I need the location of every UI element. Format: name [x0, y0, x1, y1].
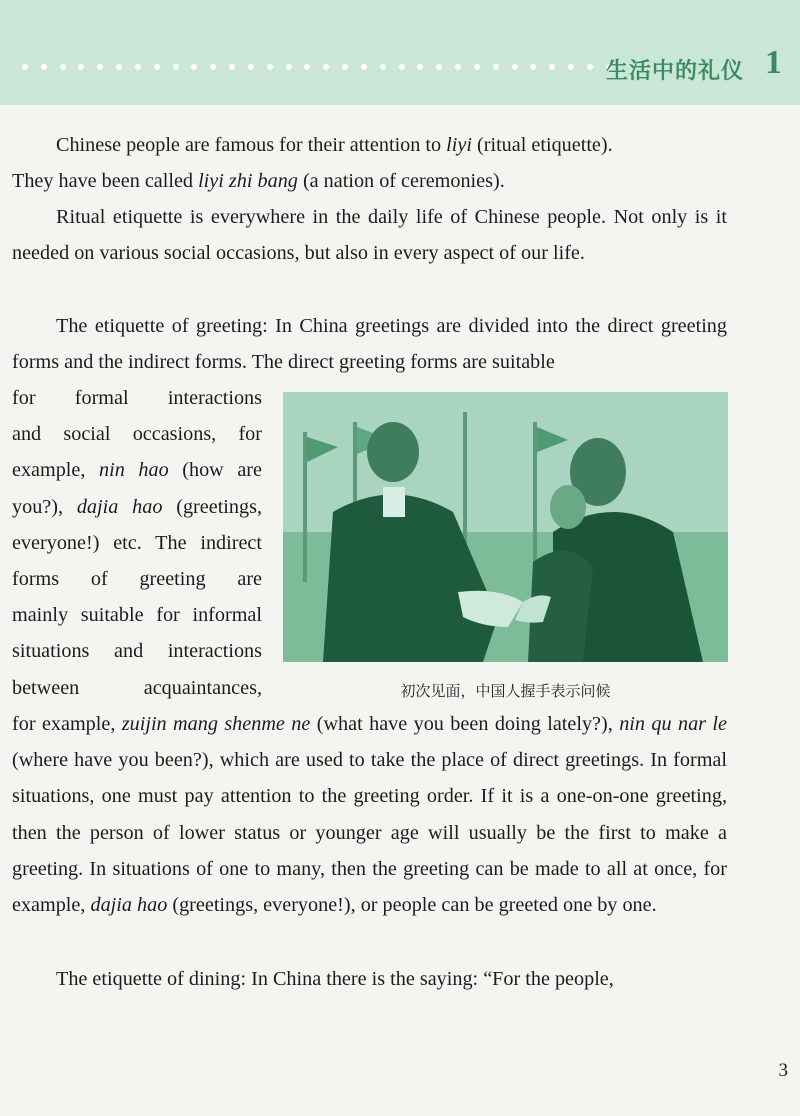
chapter-title: 生活中的礼仪 [605, 59, 744, 84]
handshake-photo [283, 392, 728, 662]
photo-caption: 初次见面，中国人握手表示问候 [400, 682, 611, 700]
chapter-header [0, 0, 800, 105]
header-dots [22, 60, 612, 74]
paragraph-1: Chinese people are famous for their attention to liyi (ritual etiquette). They have been called liyi zhi bang (a nation of ceremonies). [12, 134, 613, 193]
page-number: 3 [778, 1060, 788, 1081]
paragraph-3-left-column: for formal interactions and social occasions, for example, nin hao (how are you?), dajia hao (greetings, everyone!) etc. The indirect forms of greeting are mainly suitable for informal situations and interactions between acquaintances, [12, 387, 262, 699]
chapter-number: 1 [765, 44, 782, 81]
paragraph-3-bottom: for example, zuijin mang shenme ne (what have you been doing lately?), nin qu nar le (where have you been?), which are used to take the place of direct greetings. In formal situations, one must pay attention to the greeting order. If it is a one-on-one greeting, then the person of lower status or younger age will usually be the first to make a greeting. In situations of one to many, then the greeting can be made to all at once, for example, dajia hao (greetings, everyone!), or people can be greeted one by one. [12, 713, 727, 917]
paragraph-4: The etiquette of dining: In China there is the saying: “For the people, [56, 968, 614, 990]
paragraph-2: Ritual etiquette is everywhere in the daily life of Chinese people. Not only is it needed on various social occasions, but also in every aspect of our life. [12, 206, 727, 265]
paragraph-3-top: The etiquette of greeting: In China greetings are divided into the direct greeting forms and the indirect forms. The direct greeting forms are suitable [12, 315, 727, 374]
